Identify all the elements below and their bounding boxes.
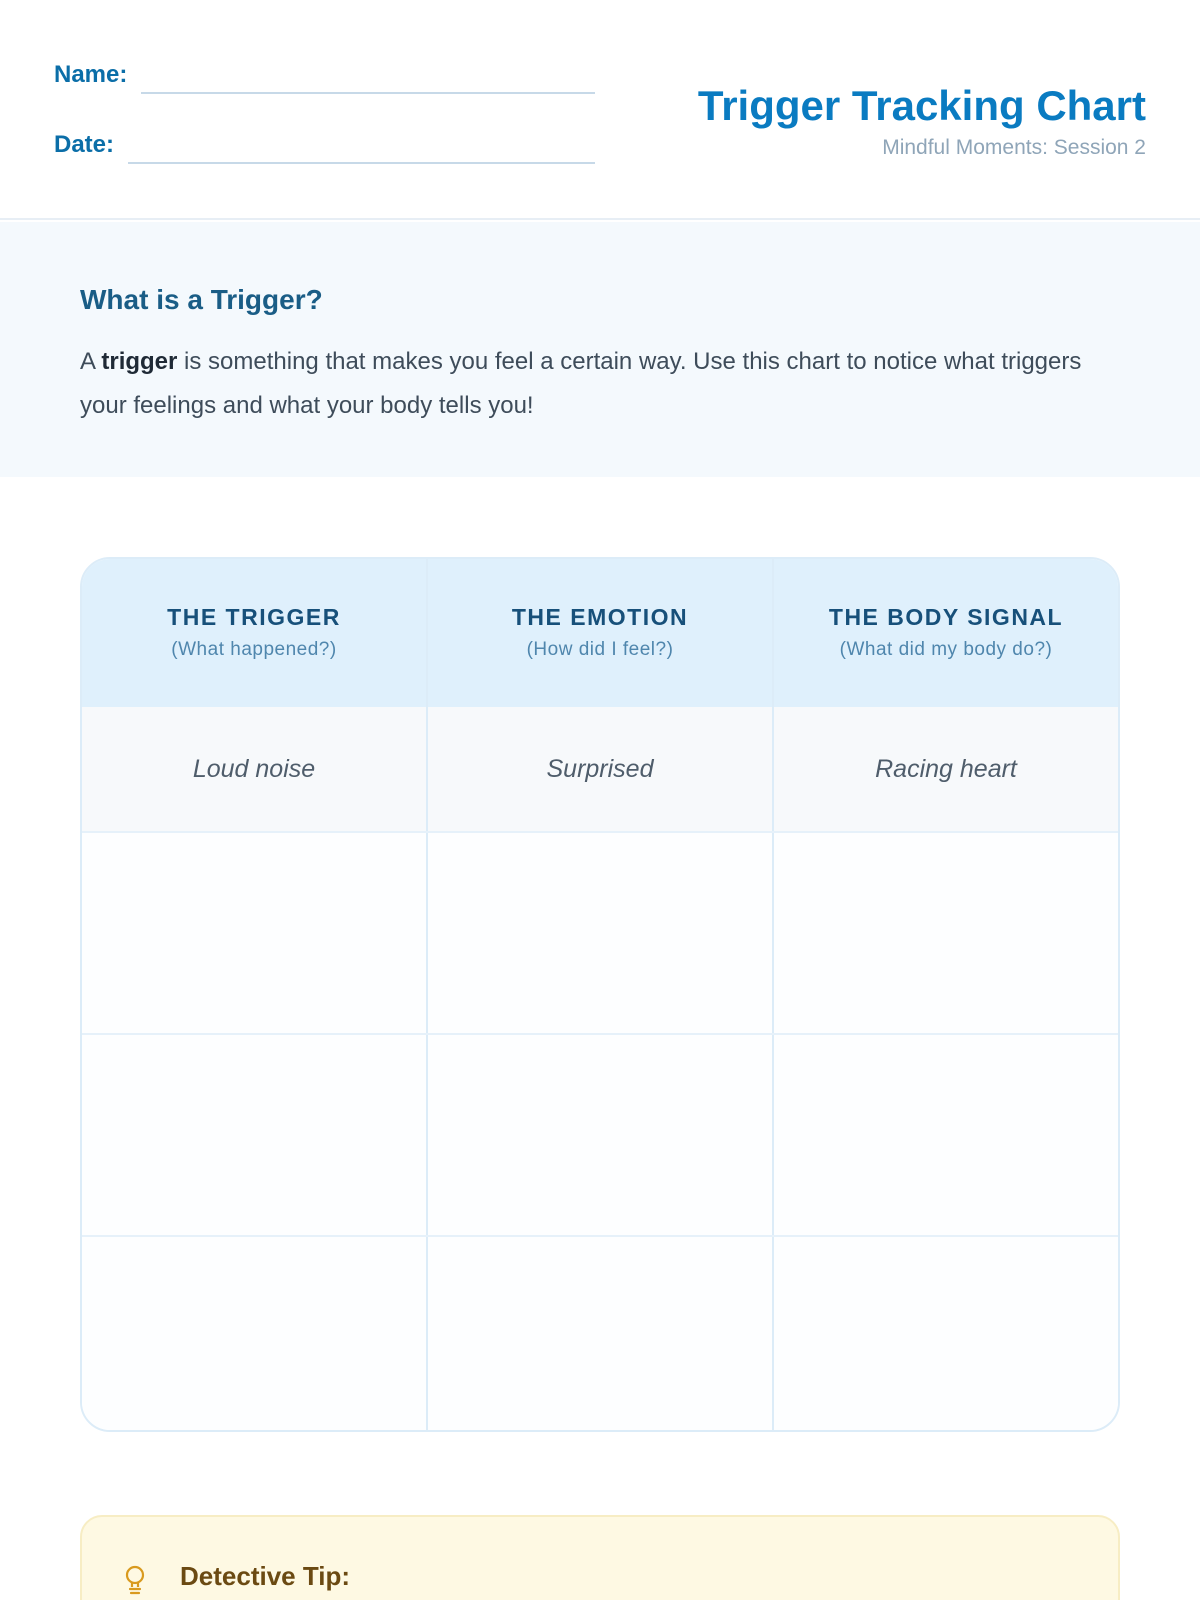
tracking-table [80,557,1120,1432]
example-emotion: Surprised [546,754,654,783]
lightbulb-icon [124,1565,146,1597]
trigger-entry-cell[interactable] [82,1035,428,1235]
table-cell [82,707,428,831]
table-cell [428,707,774,831]
column-subtitle: (What did my body do?) [839,639,1053,660]
intro-text-prefix: A [80,348,102,375]
example-trigger: Loud noise [192,754,316,783]
intro-text-suffix: is something that makes you feel a certain way. Use this chart to notice what triggers your feelings and what your body tells you! [80,348,1082,419]
table-row [82,833,1118,1035]
column-subtitle: (What happened?) [171,639,337,660]
body-signal-entry-cell[interactable] [774,833,1118,1033]
example-body-signal: Racing heart [875,754,1017,783]
detective-tip-box [80,1515,1120,1600]
column-title: THE EMOTION [511,604,689,630]
date-field-row [54,130,595,160]
name-field-row [54,60,595,90]
body-signal-entry-cell[interactable] [774,1237,1118,1432]
trigger-entry-cell[interactable] [82,833,428,1033]
table-header-row [82,559,1118,707]
body-signal-entry-cell[interactable] [774,1035,1118,1235]
table-row [82,1035,1118,1237]
intro-section [0,222,1200,477]
column-header-trigger [82,559,428,707]
intro-text [80,340,1120,428]
example-row [82,707,1118,833]
trigger-entry-cell[interactable] [82,1237,428,1432]
column-header-emotion [428,559,774,707]
intro-text-bold: trigger [101,348,178,375]
worksheet-header [0,0,1200,220]
intro-heading: What is a Trigger? [80,284,323,315]
name-label: Name: [54,61,128,88]
name-field[interactable] [141,62,595,94]
table-row [82,1237,1118,1432]
emotion-entry-cell[interactable] [428,1237,774,1432]
emotion-entry-cell[interactable] [428,833,774,1033]
table-cell [774,707,1118,831]
column-header-body-signal [774,559,1118,707]
column-subtitle: (How did I feel?) [526,639,674,660]
column-title: THE TRIGGER [167,604,341,630]
title-block [698,80,1146,162]
date-field[interactable] [128,132,595,164]
emotion-entry-cell[interactable] [428,1035,774,1235]
page-subtitle: Mindful Moments: Session 2 [882,136,1146,159]
page-title: Trigger Tracking Chart [697,82,1146,129]
tip-label: Detective Tip: [180,1561,351,1591]
date-label: Date: [54,131,115,158]
column-title: THE BODY SIGNAL [828,604,1064,630]
